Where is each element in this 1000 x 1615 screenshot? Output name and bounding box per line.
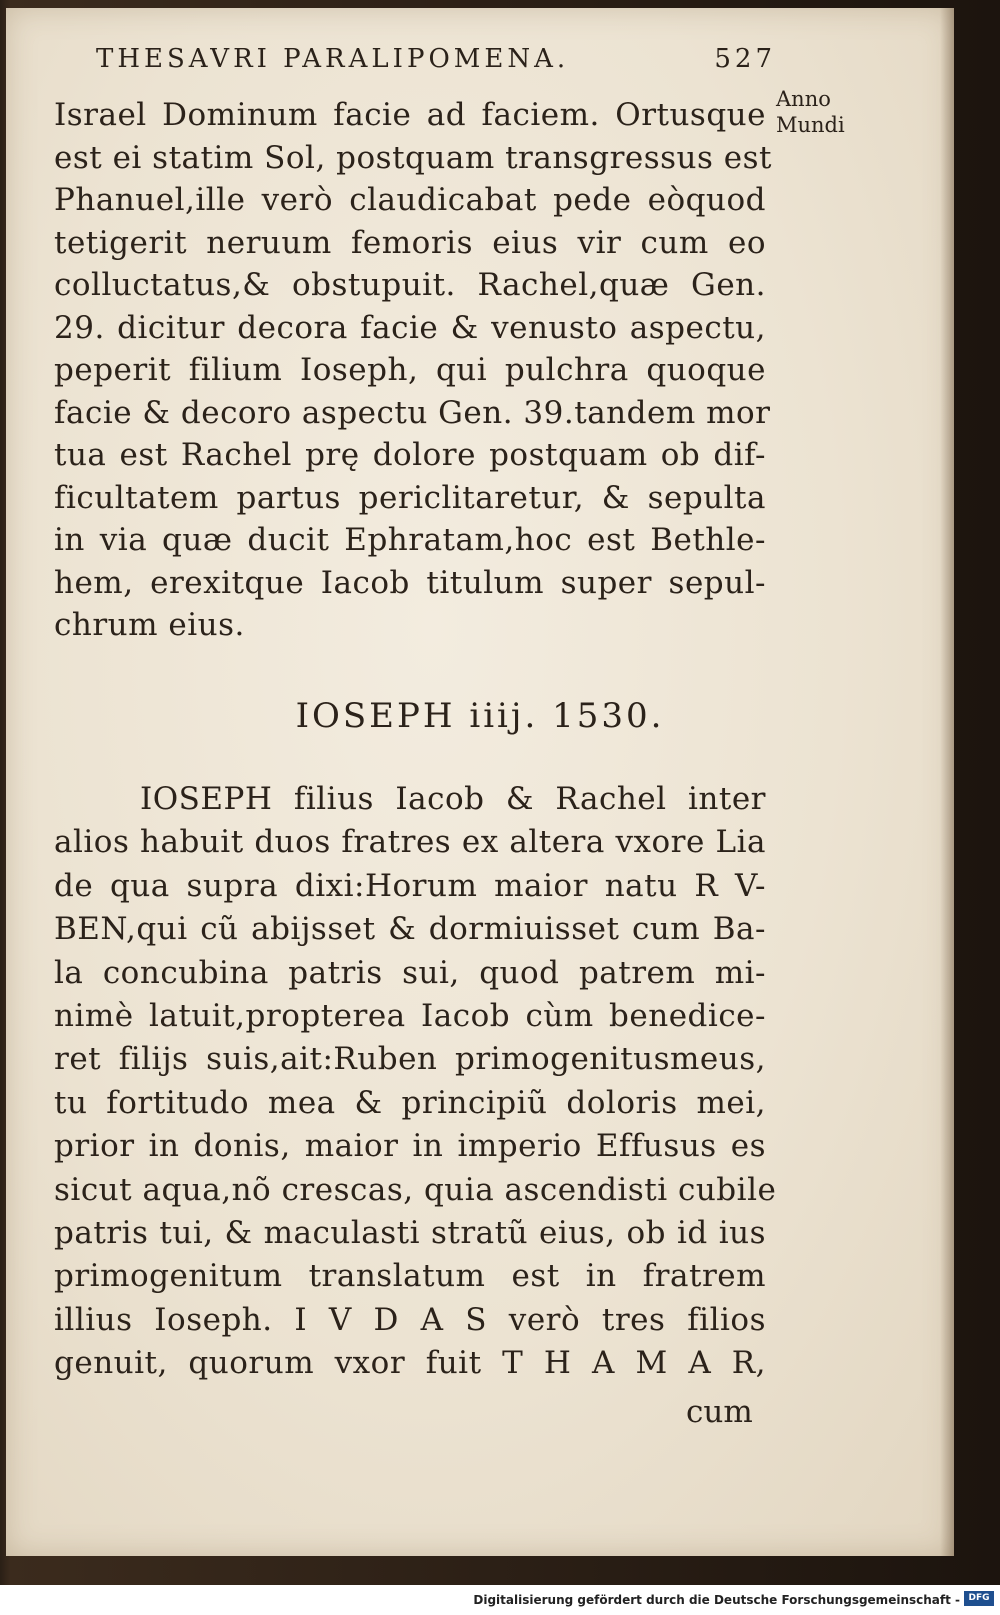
text-line: peperit filium Ioseph, qui pulchra quoque: [54, 352, 766, 388]
text-line: Phanuel,ille verò claudicabat pede eòquod: [54, 182, 766, 218]
margin-note: [776, 86, 866, 138]
text-line: Israel Dominum facie ad faciem. Ortusque: [54, 97, 766, 133]
margin-note-line: Anno: [776, 87, 831, 111]
text-line: prior in donis, maior in imperio Effusus es: [54, 1128, 766, 1165]
margin-note-line: Mundi: [776, 113, 845, 137]
footer-credit: Digitalisierung gefördert durch die Deutsche Forschungsgemeinschaft -: [473, 1593, 960, 1607]
digitization-footer: [0, 1585, 1000, 1615]
text-line: in via quæ ducit Ephratam,hoc est Bethle-: [54, 522, 766, 558]
text-line: primogenitum translatum est in fratrem: [54, 1258, 766, 1295]
text-line: ret filijs suis,ait:Ruben primogenitusmeus,: [54, 1041, 766, 1078]
text-line: BEN,qui cũ abijsset & dormiuisset cum Ba-: [54, 911, 766, 948]
text-line: est ei statim Sol, postquam transgressus est: [54, 139, 772, 176]
running-head: [96, 44, 776, 74]
book-page: [6, 8, 954, 1556]
text-line: colluctatus,& obstupuit. Rachel,quæ Gen.: [54, 267, 766, 303]
text-line: tua est Rachel prę dolore postquam ob dif-: [54, 437, 766, 473]
text-line: tetigerit neruum femoris eius vir cum eo: [54, 224, 766, 261]
text-line: ficultatem partus periclitaretur, & sepulta: [54, 479, 766, 516]
text-line: facie & decoro aspectu Gen. 39.tandem mor: [54, 394, 771, 431]
catchword: cum: [686, 1394, 753, 1430]
text-line: patris tui, & maculasti stratũ eius, ob id ius: [54, 1215, 766, 1252]
text-line: IOSEPH filius Iacob & Rachel inter: [140, 781, 766, 817]
text-line: la concubina patris sui, quod patrem mi-: [54, 954, 766, 991]
text-line: tu fortitudo mea & principiũ doloris mei,: [54, 1084, 766, 1121]
running-head-title: THESAVRI PARALIPOMENA.: [96, 44, 570, 74]
text-line: sicut aqua,nõ crescas, quia ascendisti cubile: [54, 1171, 777, 1208]
text-line: hem, erexitque Iacob titulum super sepul-: [54, 564, 766, 601]
text-line: de qua supra dixi:Horum maior natu R V-: [54, 867, 766, 904]
paragraph-1: [54, 94, 772, 647]
dfg-logo-icon: DFG: [964, 1591, 994, 1606]
text-line: illius Ioseph. I V D A S verò tres filios: [54, 1301, 766, 1338]
text-line: chrum eius.: [54, 607, 245, 643]
text-line: genuit, quorum vxor fuit T H A M A R,: [54, 1345, 766, 1382]
text-line: 29. dicitur decora facie & venusto aspectu,: [54, 309, 766, 346]
paragraph-2: [54, 778, 777, 1386]
text-line: alios habuit duos fratres ex altera vxore Lia: [54, 824, 766, 861]
page-number: 527: [714, 44, 776, 74]
section-heading: IOSEPH iiij. 1530.: [295, 696, 665, 736]
text-line: nimè latuit,propterea Iacob cùm benedice-: [54, 998, 766, 1035]
